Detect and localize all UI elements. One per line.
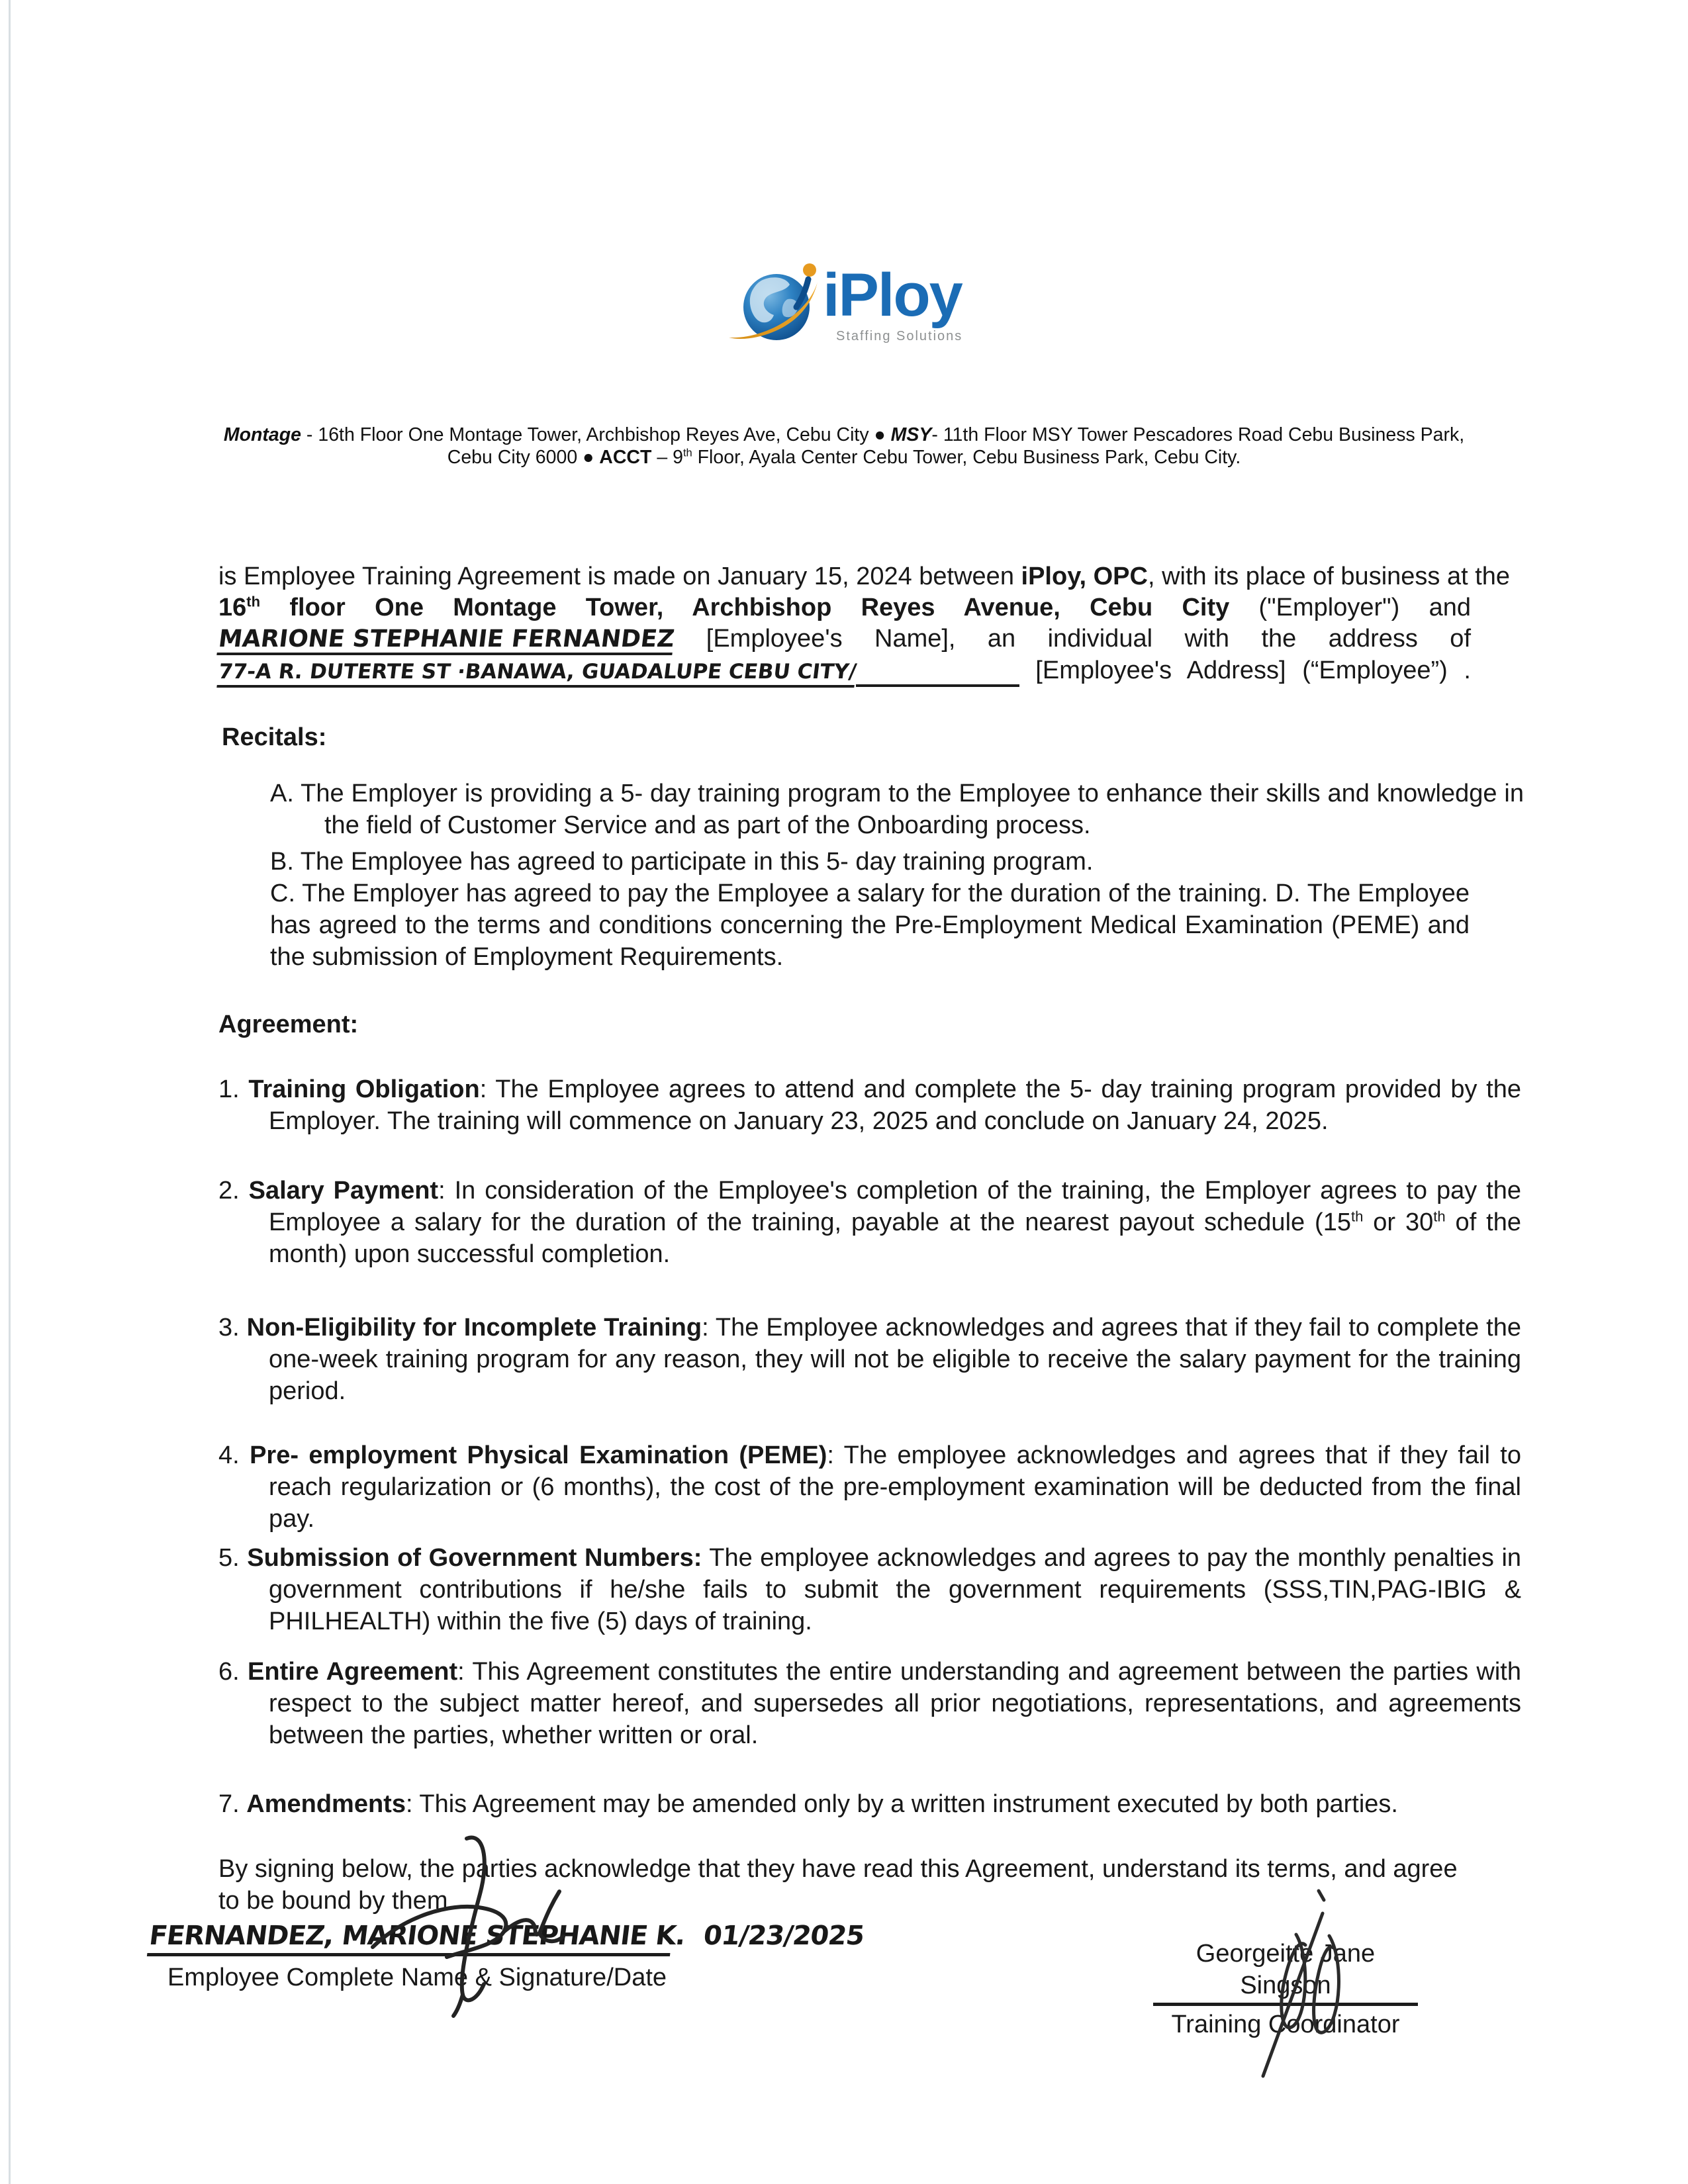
recital-item-c: C. The Employer has agreed to pay the Employee a salary for the duration of the training. D. The Employee has agreed to the terms and conditions concerning the Pre-Employment Medical Examination (PEME) and the submission of Employment Requirements. [270, 880, 1470, 971]
agreement-item-4: 4. Pre- employment Physical Examination (PEME): The employee acknowledges and agrees that if they fail to reach regularization or (6 months), the cost of the pre-employment examination will be deducted from the final pay. [218, 1441, 1521, 1533]
intro-line-4-employee-address: 77-A R. DUTERTE ST ·BANAWA, GUADALUPE CEBU CITY/ [Employee's Address] (“Employee”) . [218, 655, 1471, 686]
logo-tagline: Staffing Solutions [836, 329, 963, 343]
closing-paragraph: By signing below, the parties acknowledge that they have read this Agreement, understand its terms, and agree to be bound by them. [218, 1855, 1458, 1915]
agreement-item-3: 3. Non-Eligibility for Incomplete Training: The Employee acknowledges and agrees that if they fail to complete the one-week training program for any reason, they will not be eligible to receive the salary payment for the training period. [218, 1314, 1521, 1405]
coordinator-signature-label: Training Coordinator [1171, 2011, 1400, 2038]
agreement-item-6: 6. Entire Agreement: This Agreement constitutes the entire understanding and agreement between the parties with respect to the subject matter hereof, and supersedes all prior negotiations, representations, and agreements between the parties, whether written or oral. [218, 1658, 1521, 1749]
intro-line-2: 16th floor One Montage Tower, Archbishop Reyes Avenue, Cebu City ("Employer") and [218, 593, 1471, 621]
agreement-heading: Agreement: [218, 1011, 359, 1038]
iploy-logo [725, 259, 970, 359]
employee-signature-label: Employee Complete Name & Signature/Date [167, 1964, 667, 1991]
employee-signature [367, 1833, 586, 2019]
agreement-item-7: 7. Amendments: This Agreement may be amended only by a written instrument executed by both parties. [218, 1790, 1398, 1818]
intro-line-1: is Employee Training Agreement is made on January 15, 2024 between iPloy, OPC, with its place of business at the [218, 563, 1511, 590]
agreement-item-1: 1. Training Obligation: The Employee agrees to attend and complete the 5- day training program provided by the Employer. The training will commence on January 23, 2025 and conclude on January 24, 2025. [218, 1075, 1521, 1135]
intro-paragraph [216, 561, 1511, 686]
coordinator-signature [1244, 1883, 1390, 2081]
employee-complete-name-handwritten: FERNANDEZ, MARIONE STEPHANIE K. [147, 1923, 674, 1956]
recital-item-a: A. The Employer is providing a 5- day training program to the Employee to enhance their skills and knowledge in the field of Customer Service and as part of the Onboarding process. [270, 780, 1524, 839]
agreement-item-5: 5. Submission of Government Numbers: The employee acknowledges and agrees to pay the monthly penalties in government contributions if he/she fails to submit the government requirements (SSS,TIN,PAG-IBIG & PHILHEALTH) within the five (5) days of training. [218, 1544, 1522, 1635]
intro-line-3-employee-name: MARIONE STEPHANIE FERNANDEZ [Employee's Name], an individual with the address of [218, 623, 1471, 655]
recitals-heading: Recitals: [222, 723, 327, 751]
employee-signature-date-handwritten: 01/23/2025 [702, 1921, 866, 1951]
recital-item-b: B. The Employee has agreed to participate in this 5- day training program. [270, 848, 1094, 876]
agreement-item-2: 2. Salary Payment: In consideration of the Employee's completion of the training, the Employer agrees to pay the Employee a salary for the duration of the training, payable at the nearest payout schedule (15th or 30th of the month) upon successful completion. [218, 1177, 1521, 1268]
scan-edge-artifact [9, 0, 11, 2184]
logo-wordmark: iPloy [823, 261, 962, 329]
coordinator-name: Georgeitte Jane Singson [1153, 1938, 1418, 2006]
office-address: Montage - 16th Floor One Montage Tower, Archbishop Reyes Ave, Cebu City ● MSY- 11th Floor MSY Tower Pescadores Road Cebu Business Park, Cebu City 6000 ● ACCT – 9th Floor, Ayala Center Cebu Tower, Cebu Business Park, Cebu City. [223, 424, 1465, 468]
